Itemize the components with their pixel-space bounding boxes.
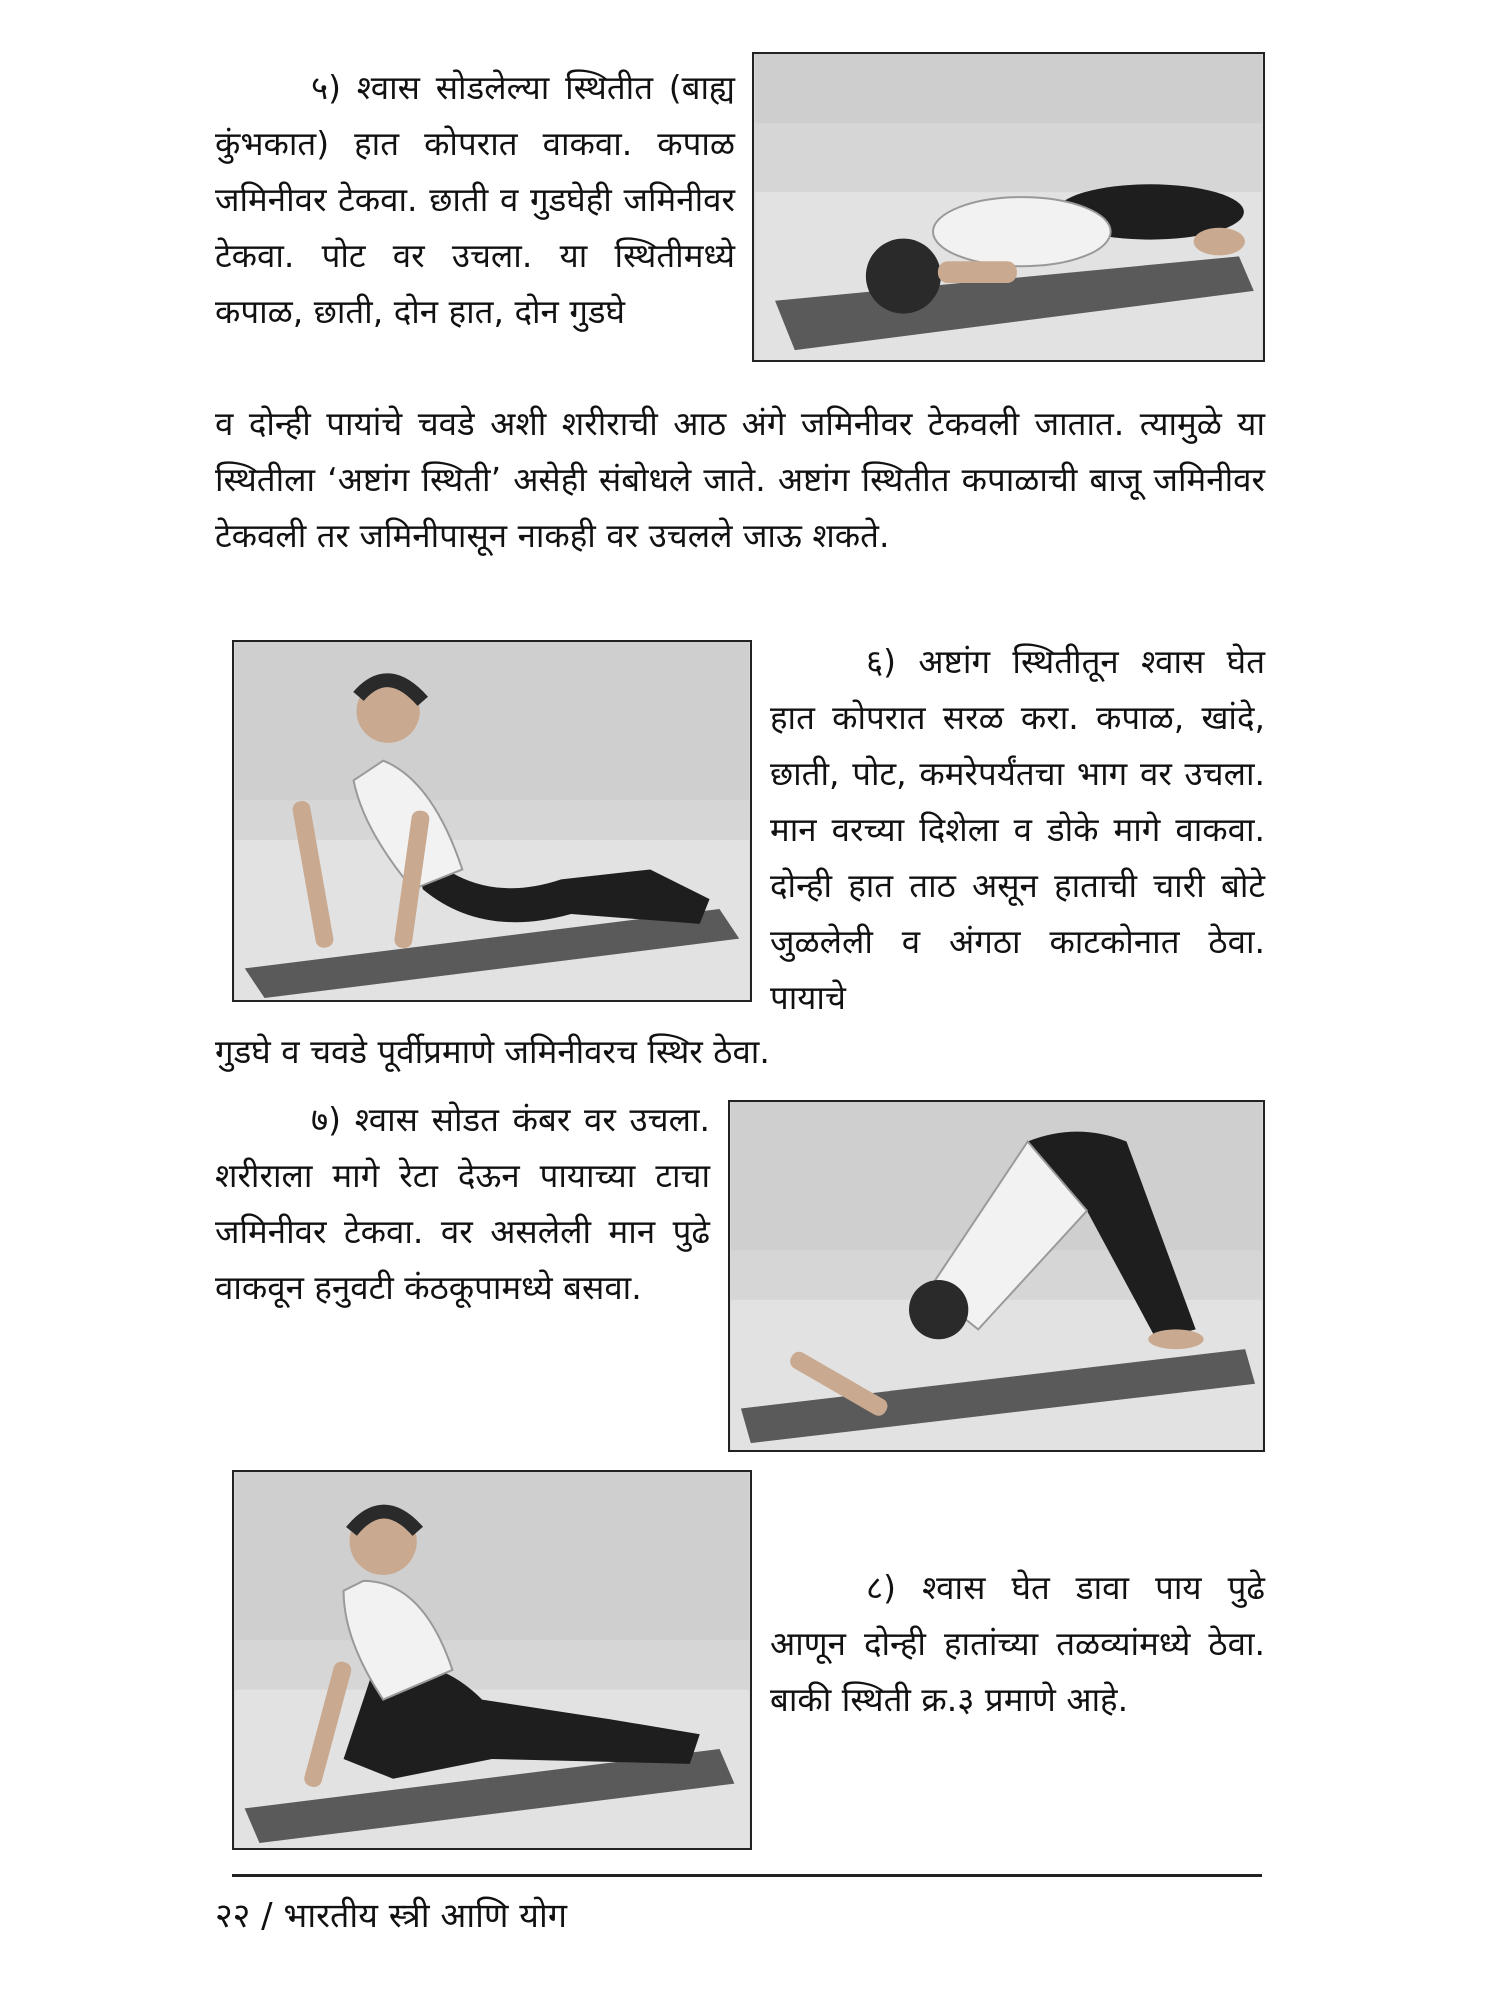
photo-ashtanga-pose [752,52,1265,362]
step8-paragraph-wrap: ८) श्वास घेत डावा पाय पुढे आणून दोन्ही हातांच्या तळव्यांमध्ये ठेवा. बाकी स्थिती क्र.३ प्रमाणे आहे. [770,1568,1265,1719]
step6-paragraph-full: गुडघे व चवडे पूर्वीप्रमाणे जमिनीवरच स्थिर ठेवा. [215,1032,770,1071]
step5-paragraph-wrap: ५) श्वास सोडलेल्या स्थितीत (बाह्य कुंभकात) हात कोपरात वाकवा. कपाळ जमिनीवर टेकवा. छाती व गुडघेही जमिनीवर टेकवा. पोट वर उचला. या स्थितीमध्ये कपाळ, छाती, दोन हात, दोन गुडघे [215,68,735,331]
footer-divider [232,1874,1262,1877]
photo-upward-facing-pose [232,640,752,1002]
downward-dog-pose-illustration [730,1102,1263,1450]
step5-paragraph-full: व दोन्ही पायांचे चवडे अशी शरीराची आठ अंगे जमिनीवर टेकवली जातात. त्यामुळे या स्थितीला ‘अष्टांग स्थिती’ असेही संबोधले जाते. अष्टांग स्थितीत कपाळाची बाजू जमिनीवर टेकवली तर जमिनीपासून नाकही वर उचलले जाऊ शकते. [215,404,1265,555]
step6-paragraph-wrap: ६) अष्टांग स्थितीतून श्वास घेत हात कोपरात सरळ करा. कपाळ, खांदे, छाती, पोट, कमरेपर्यंतचा भाग वर उचला. मान वरच्या दिशेला व डोके मागे वाकवा. दोन्ही हात ताठ असून हाताची चारी बोटे जुळलेली व अंगठा काटकोनात ठेवा. पायाचे [770,642,1265,1017]
ashtanga-pose-illustration [754,54,1263,360]
step7-paragraph-wrap: ७) श्वास सोडत कंबर वर उचला. शरीराला मागे रेटा देऊन पायाच्या टाचा जमिनीवर टेकवा. वर असलेली मान पुढे वाकवून हनुवटी कंठकूपामध्ये बसवा. [215,1100,710,1307]
lunge-pose-illustration [234,1472,750,1848]
photo-lunge-pose [232,1470,752,1850]
footer-page-number-title: २२ / भारतीय स्त्री आणि योग [215,1896,567,1936]
upward-facing-pose-illustration [234,642,750,1000]
photo-downward-dog-pose [728,1100,1265,1452]
